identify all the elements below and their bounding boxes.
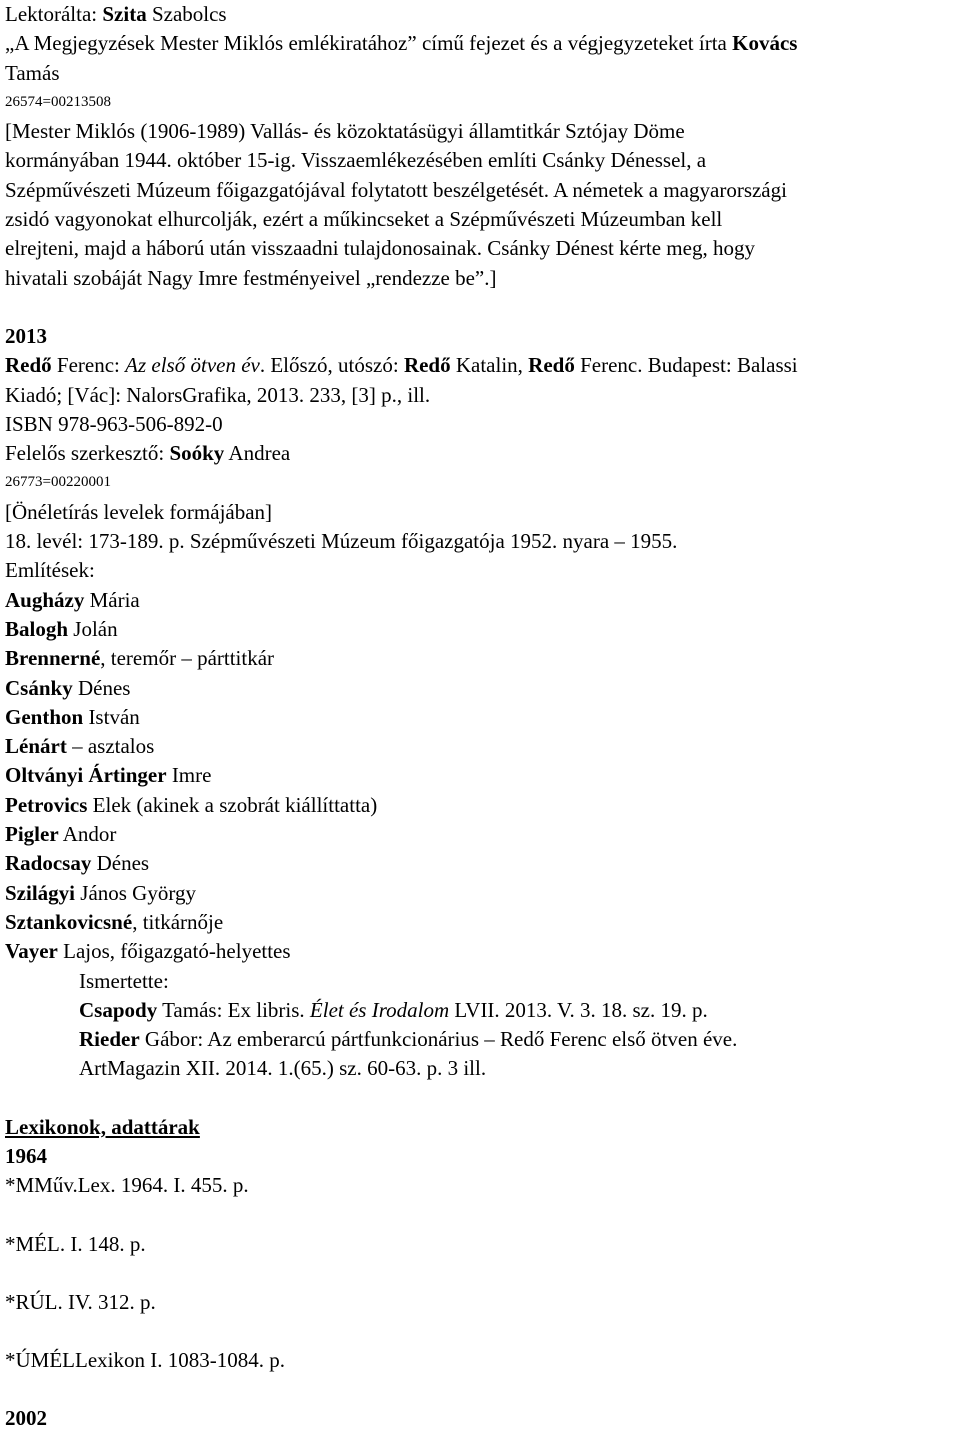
mention-rest: , teremőr – párttitkár [100, 646, 275, 671]
next-year: 2002 [5, 1406, 47, 1431]
book-editor1-given: Katalin, [450, 353, 529, 378]
mention-item [5, 820, 957, 849]
mention-item [5, 761, 957, 790]
lexicon-entry: *ÚMÉLLexikon I. 1083-1084. p. [5, 1348, 285, 1373]
lexicons-year-heading [5, 1142, 957, 1171]
book-editor-line [5, 439, 957, 468]
mention-rest: Elek (akinek a szobrát kiállíttatta) [87, 792, 378, 817]
notes-text: „A Megjegyzések Mester Miklós emlékiratához” című fejezet és a végjegyzeteket írta [5, 31, 733, 56]
record-id-2: 26773=00220001 [5, 474, 111, 491]
mention-item [5, 732, 957, 761]
mention-surname: Augházy [5, 587, 85, 612]
record-id-1: 26574=00213508 [5, 93, 111, 110]
mention-rest: Dénes [91, 851, 150, 876]
book-author-given: Ferenc: [51, 353, 126, 378]
review-2 [5, 1025, 957, 1054]
book-isbn: ISBN 978-963-506-892-0 [5, 411, 223, 436]
mention-surname: Brennerné [5, 646, 101, 671]
section-heading [5, 1113, 957, 1142]
review-1-surname: Csapody [79, 997, 158, 1022]
letter-line: 18. levél: 173-189. p. Szépművészeti Múzeum főigazgatója 1952. nyara – 1955. [5, 529, 678, 554]
mention-rest: Imre [166, 763, 212, 788]
mentions-label: Említések: [5, 558, 95, 583]
lectorate-surname: Szita [102, 2, 147, 26]
spacer [5, 1084, 957, 1113]
mention-item [5, 937, 957, 966]
review-1 [5, 996, 957, 1025]
mention-surname: Radocsay [5, 851, 92, 876]
next-year-heading [5, 1404, 957, 1433]
notes-author-surname: Kovács [732, 31, 798, 56]
notes-author-given: Tamás [5, 60, 60, 85]
notes-line [5, 29, 957, 58]
mention-rest: Jolán [68, 616, 118, 641]
book-author-surname: Redő [5, 353, 52, 378]
mention-surname: Szilágyi [5, 880, 76, 905]
spacer [5, 293, 957, 322]
mention-surname: Balogh [5, 616, 69, 641]
mention-surname: Pigler [5, 822, 59, 847]
mention-item [5, 879, 957, 908]
mention-rest: , titkárnője [132, 909, 224, 934]
mention-rest: – asztalos [66, 734, 155, 759]
book-after-title: . Előszó, utószó: [259, 353, 404, 378]
mention-item [5, 791, 957, 820]
book-editor2-given: Ferenc. Budapest: Balassi [574, 353, 798, 378]
lexicons-heading: Lexikonok, adattárak [5, 1114, 200, 1139]
mention-rest: Dénes [72, 675, 131, 700]
description-1-line-3: Szépművészeti Múzeum főigazgatójával folytatott beszélgetését. A németek a magyarországi [5, 177, 787, 202]
spacer [5, 1375, 957, 1404]
book-citation-line-1 [5, 351, 957, 380]
mention-rest: János György [75, 880, 196, 905]
lexicon-entry: *MMűv.Lex. 1964. I. 455. p. [5, 1173, 249, 1198]
lexicon-entry: *RÚL. IV. 312. p. [5, 1289, 156, 1314]
mention-item [5, 615, 957, 644]
lexicons-year: 1964 [5, 1143, 47, 1168]
book-title: Az első ötven év [125, 353, 260, 378]
mention-surname: Oltványi Ártinger [5, 763, 167, 788]
mention-item [5, 644, 957, 673]
description-1-line-6: hivatali szobáját Nagy Imre festményeivel „rendezze be”.] [5, 265, 497, 290]
lectorate-given: Szabolcs [146, 2, 227, 26]
mention-item [5, 849, 957, 878]
book-editor2-surname: Redő [528, 353, 575, 378]
spacer [5, 1201, 957, 1230]
notes-line-continued [5, 59, 957, 88]
lectorate-label: Lektorálta: [5, 2, 103, 26]
review-2-rest: Gábor: Az emberarcú pártfunkcionárius – Redő Ferenc első ötven éve. [139, 1027, 738, 1052]
mention-rest: István [83, 704, 140, 729]
mention-surname: Genthon [5, 704, 84, 729]
book-imprint-line: Kiadó; [Vác]: NalorsGrafika, 2013. 233, [3] p., ill. [5, 382, 431, 407]
book-editor1-surname: Redő [403, 353, 451, 378]
book-editor-given: Andrea [224, 441, 291, 466]
mention-rest: Lajos, főigazgató-helyettes [57, 939, 291, 964]
year-2013: 2013 [5, 323, 47, 348]
mention-surname: Lénárt [5, 734, 67, 759]
mention-surname: Csánky [5, 675, 73, 700]
mention-rest: Mária [84, 587, 140, 612]
review-2-surname: Rieder [79, 1027, 140, 1052]
reviewed-label: Ismertette: [79, 968, 169, 993]
review-1-journal: Élet és Irodalom [309, 997, 450, 1022]
mention-item [5, 703, 957, 732]
mention-rest: Andor [58, 822, 117, 847]
mention-surname: Sztankovicsné [5, 909, 133, 934]
description-1-line-5: elrejteni, majd a háború után visszaadni tulajdonosainak. Csánky Dénest kérte meg, hogy [5, 236, 755, 261]
mention-surname: Petrovics [5, 792, 88, 817]
review-1-rest: Tamás: Ex libris. [157, 997, 310, 1022]
document-page [5, 0, 957, 1434]
description-2: [Önéletírás levelek formájában] [5, 499, 273, 524]
lexicon-entry: *MÉL. I. 148. p. [5, 1231, 146, 1256]
year-heading-2013 [5, 322, 957, 351]
lectorate-line [5, 0, 957, 29]
spacer [5, 1259, 957, 1288]
description-1-line-2: kormányában 1944. október 15-ig. Visszaemlékezésében említi Csánky Dénessel, a [5, 148, 707, 173]
description-1-line-1: [Mester Miklós (1906-1989) Vallás- és közoktatásügyi államtitkár Sztójay Döme [5, 119, 685, 144]
mention-item [5, 674, 957, 703]
review-2-line-2: ArtMagazin XII. 2014. 1.(65.) sz. 60-63. p. 3 ill. [79, 1056, 487, 1081]
mention-surname: Vayer [5, 939, 58, 964]
spacer [5, 1317, 957, 1346]
book-editor-label: Felelős szerkesztő: [5, 441, 170, 466]
description-1-line-4: zsidó vagyonokat elhurcolják, ezért a műkincseket a Szépművészeti Múzeumban kell [5, 207, 723, 232]
mention-item [5, 586, 957, 615]
review-1-tail: LVII. 2013. V. 3. 18. sz. 19. p. [449, 997, 708, 1022]
book-editor-surname: Soóky [169, 441, 225, 466]
mention-item [5, 908, 957, 937]
